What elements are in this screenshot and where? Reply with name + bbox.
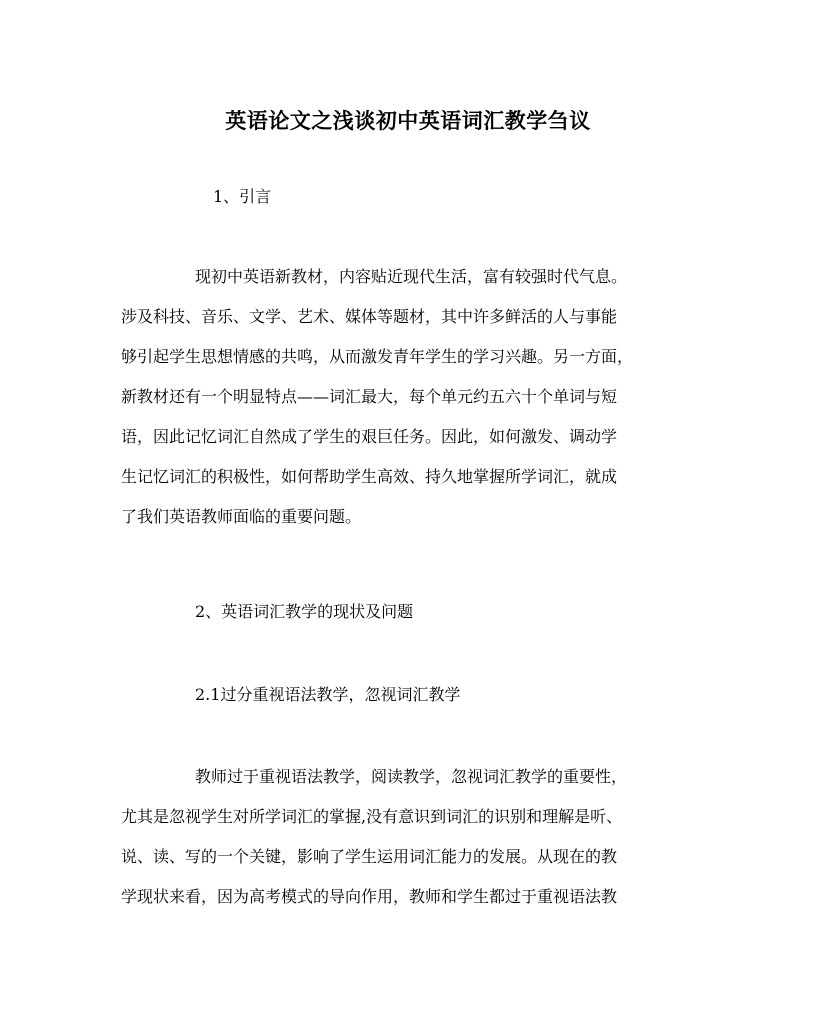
paragraph-line: 现初中英语新教材，内容贴近现代生活，富有较强时代气息。 [195,267,628,286]
paragraph-line: 尤其是忽视学生对所学词汇的掌握,没有意识到词汇的识别和理解是听、 [121,807,623,826]
paragraph-line: 说、读、写的一个关键，影响了学生运用词汇能力的发展。从现在的教 [121,847,618,866]
section-heading-introduction: 1、引言 [213,187,272,206]
paragraph-line: 涉及科技、音乐、文学、艺术、媒体等题材，其中许多鲜活的人与事能 [121,307,618,326]
section-heading-status: 2、英语词汇教学的现状及问题 [195,602,414,621]
paragraph-line: 教师过于重视语法教学，阅读教学，忽视词汇教学的重要性， [195,767,628,786]
paragraph-line: 生记忆词汇的积极性，如何帮助学生高效、持久地掌握所学词汇，就成 [121,467,618,486]
document-title: 英语论文之浅谈初中英语词汇教学刍议 [225,108,591,133]
paragraph-line: 够引起学生思想情感的共鸣，从而激发青年学生的学习兴趣。另一方面， [121,347,634,366]
paragraph-line: 语，因此记忆词汇自然成了学生的艰巨任务。因此，如何激发、调动学 [121,427,618,446]
subsection-heading-grammar: 2.1过分重视语法教学，忽视词汇教学 [195,685,461,704]
paragraph-line: 了我们英语教师面临的重要问题。 [121,507,362,526]
paragraph-line: 新教材还有一个明显特点——词汇最大，每个单元约五六十个单词与短 [121,387,618,406]
paragraph-line: 学现状来看，因为高考模式的导向作用，教师和学生都过于重视语法教 [121,887,618,906]
